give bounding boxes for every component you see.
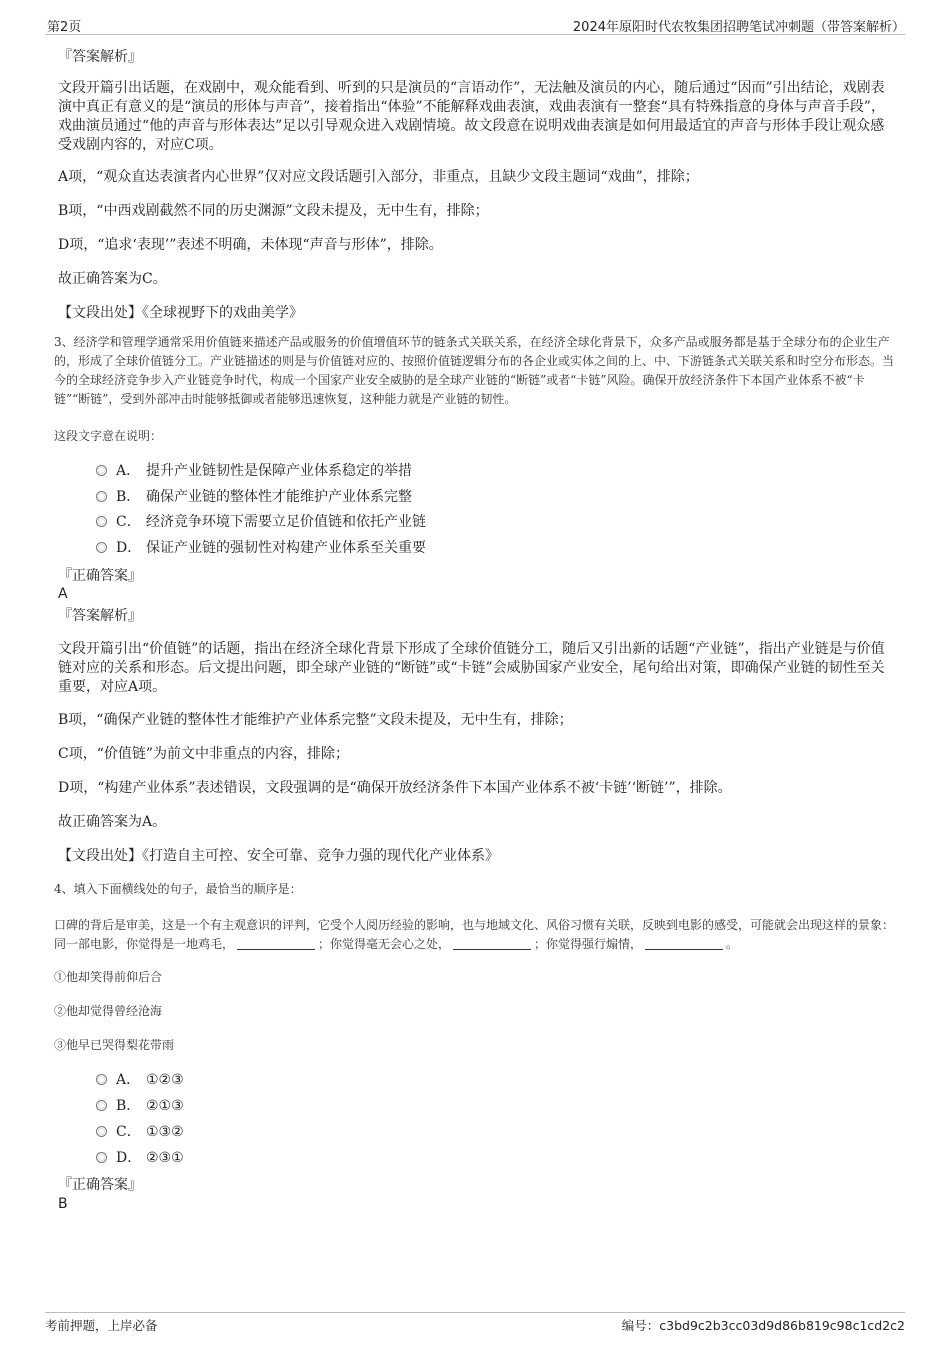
q3-correct-label: 『正确答案』 [58,568,142,584]
page-number: 第2页 [47,20,82,35]
radio-icon[interactable] [96,1100,107,1111]
q4-passage: 口碑的背后是审美，这是一个有主观意识的评判，它受个人阅历经验的影响，也与地域文化、风俗习惯有关联，反映到电影的感受，可能就会出现这样的景象：同一部电影，你觉得是一地鸡毛， ；你觉得毫无会心之处， ；你觉得强行煽情， 。 [54,918,895,951]
page-footer [45,1312,905,1333]
q3-conclusion: 故正确答案为A。 [58,814,167,830]
radio-icon[interactable] [96,465,107,476]
q2-option-a-note: A项，“观众直达表演者内心世界”仅对应文段话题引入部分，非重点，且缺少文段主题词“戏曲”，排除； [58,169,699,185]
radio-icon[interactable] [96,1074,107,1085]
answer-blank [453,937,531,950]
q3-source: 【文段出处】《打造自主可控、安全可靠、竞争力强的现代化产业体系》 [58,848,499,864]
q3-prompt: 这段文字意在说明： [54,429,163,443]
q2-option-b-note: B项，“中西戏剧截然不同的历史渊源”文段未提及，无中生有，排除； [58,203,489,219]
radio-icon[interactable] [96,1152,107,1163]
document-title: 2024年原阳时代农牧集团招聘笔试冲刺题（带答案解析） [572,20,905,35]
q3-option-d-note: D项，“构建产业体系”表述错误，文段强调的是“确保开放经济条件下本国产业体系不被‘卡链’‘断链’”，排除。 [58,780,732,796]
q3-analysis-label: 『答案解析』 [58,608,142,624]
footer-slogan: 考前押题，上岸必备 [45,1318,158,1333]
q3-option-a[interactable]: A． 提升产业链韧性是保障产业体系稳定的举措 [96,461,412,481]
document-serial: 编号：c3bd9c2b3cc03d9d86b819c98c1cd2c2 [621,1318,905,1333]
radio-icon[interactable] [96,1126,107,1137]
q2-option-d-note: D项，“追求‘表现’”表述不明确，未体现“声音与形体”，排除。 [58,237,443,253]
q3-option-c-note: C项，“价值链”为前文中非重点的内容，排除； [58,746,350,762]
q4-correct-answer: B [58,1196,68,1212]
answer-blank [237,937,315,950]
q2-analysis-label: 『答案解析』 [58,49,142,65]
q4-option-d[interactable]: D． ②③① [96,1148,184,1168]
q4-item-2: ②他却觉得曾经沧海 [54,1004,163,1018]
q4-correct-label: 『正确答案』 [58,1177,142,1193]
q4-option-c[interactable]: C． ①③② [96,1122,184,1142]
q3-correct-answer: A [58,586,68,602]
radio-icon[interactable] [96,491,107,502]
answer-blank [645,937,723,950]
q3-option-c[interactable]: C． 经济竞争环境下需要立足价值链和依托产业链 [96,512,426,532]
q3-option-b-note: B项，“确保产业链的整体性才能维护产业体系完整”文段未提及，无中生有，排除； [58,712,573,728]
q4-option-a[interactable]: A． ①②③ [96,1070,184,1090]
page-header [45,14,905,35]
q4-stem: 4、填入下面横线处的句子，最恰当的顺序是： [54,882,302,896]
q3-stem: 3、经济学和管理学通常采用价值链来描述产品或服务的价值增值环节的链条式关联关系，在经济全球化背景下，众多产品或服务都是基于全球分布的企业生产的，形成了全球价值链分工。产业链描述的则是与价值链对应的、按照价值链逻辑分布的各企业或实体之间的上、中、下游链条式关联关系和时空分布形态。当今的全球经济竞争步入产业链竞争时代，构成一个国家产业安全威胁的是全球产业链的“断链”或者“卡链”风险。确保开放经济条件下本国产业体系不被“卡链”“断链”，受到外部冲击时能够抵御或者能够迅速恢复，这种能力就是产业链的韧性。 [54,335,895,406]
q4-item-1: ①他却笑得前仰后合 [54,970,163,984]
q2-source: 【文段出处】《全球视野下的戏曲美学》 [58,305,303,321]
radio-icon[interactable] [96,542,107,553]
q2-analysis-text: 文段开篇引出话题，在戏剧中，观众能看到、听到的只是演员的“言语动作”，无法触及演员的内心，随后通过“因而”引出结论，戏剧表演中真正有意义的是“演员的形体与声音”，接着指出“体验”不能解释戏曲表演，戏曲表演有一整套“具有特殊指意的身体与声音手段”，戏曲演员通过“他的声音与形体表达”足以引导观众进入戏剧情境。故文段意在说明戏曲表演是如何用最适宜的声音与形体手段让观众感受戏剧内容的，对应C项。 [58,80,885,153]
q2-conclusion: 故正确答案为C。 [58,271,167,287]
q3-option-b[interactable]: B． 确保产业链的整体性才能维护产业体系完整 [96,487,412,507]
radio-icon[interactable] [96,516,107,527]
q4-option-b[interactable]: B． ②①③ [96,1096,184,1116]
q4-item-3: ③他早已哭得梨花带雨 [54,1038,175,1052]
q3-analysis-text: 文段开篇引出“价值链”的话题，指出在经济全球化背景下形成了全球价值链分工，随后又引出新的话题“产业链”，指出产业链是与价值链对应的关系和形态。后文提出问题，即全球产业链的“断链”或“卡链”会威胁国家产业安全，尾句给出对策，即确保产业链的韧性至关重要，对应A项。 [58,641,885,695]
q3-option-d[interactable]: D． 保证产业链的强韧性对构建产业体系至关重要 [96,538,426,558]
